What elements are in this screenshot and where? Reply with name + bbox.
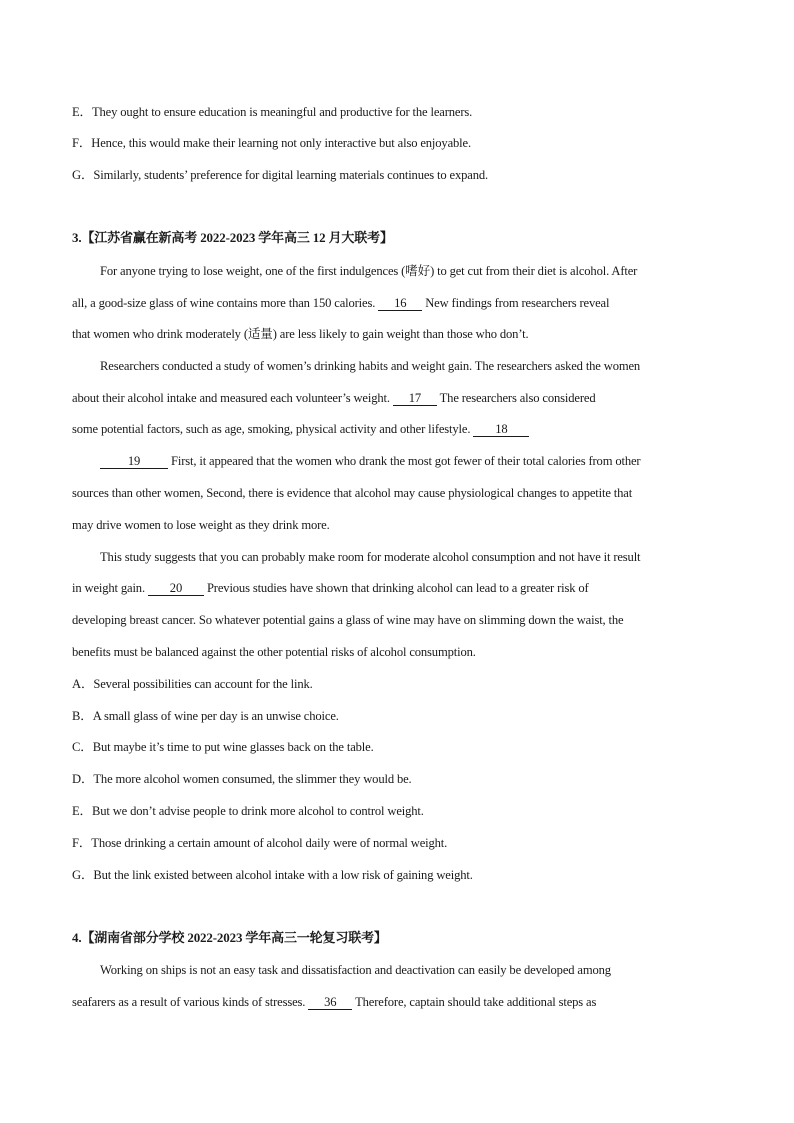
blank-17[interactable]: 17 — [393, 392, 437, 406]
s3-paragraph2-line3 — [72, 421, 732, 437]
blank-16[interactable]: 16 — [378, 297, 422, 311]
s3-text: some potential factors, such as age, smoking, physical activity and other lifestyle. — [72, 422, 471, 436]
option-f: F．Those drinking a certain amount of alcohol daily were of normal weight. — [72, 836, 448, 850]
s3-text: Previous studies have shown that drinking alcohol can lead to a greater risk of — [206, 581, 589, 595]
blank-19[interactable]: 19 — [100, 455, 168, 469]
s4-text: Therefore, captain should take additional steps as — [355, 995, 597, 1009]
blank-18[interactable]: 18 — [473, 423, 529, 437]
blank-36[interactable]: 36 — [308, 996, 352, 1010]
s3-text: First, it appeared that the women who drank the most got fewer of their total calories from other — [171, 454, 641, 468]
option-e-prev: E．They ought to ensure education is meaningful and productive for the learners. — [72, 105, 473, 119]
option-b: B．A small glass of wine per day is an unwise choice. — [72, 709, 339, 723]
option-g: G．But the link existed between alcohol intake with a low risk of gaining weight. — [72, 868, 473, 882]
option-f-prev: F．Hence, this would make their learning not only interactive but also enjoyable. — [72, 136, 471, 150]
s3-text: in weight gain. — [72, 581, 145, 595]
s3-paragraph4-line1: This study suggests that you can probably make room for moderate alcohol consumption and not have it result — [100, 550, 641, 564]
s3-text: New findings from researchers reveal — [425, 296, 610, 310]
section3-heading: 3.【江苏省赢在新高考 2022-2023 学年高三 12 月大联考】 — [72, 230, 393, 245]
option-a: A．Several possibilities can account for the link. — [72, 677, 313, 691]
s3-paragraph4-line4: benefits must be balanced against the other potential risks of alcohol consumption. — [72, 645, 476, 659]
s4-text: seafarers as a result of various kinds of stresses. — [72, 995, 306, 1009]
s3-paragraph1-line1: For anyone trying to lose weight, one of the first indulgences (嗜好) to get cut from their diet is alcohol. After — [100, 264, 638, 278]
s3-paragraph3-line2: sources than other women, Second, there is evidence that alcohol may cause physiological changes to appetite that — [72, 486, 633, 500]
s3-text: about their alcohol intake and measured each volunteer’s weight. — [72, 391, 390, 405]
s3-paragraph1-line3: that women who drink moderately (适量) are less likely to gain weight than those who don’t. — [72, 327, 529, 341]
s3-paragraph4-line3: developing breast cancer. So whatever potential gains a glass of wine may have on slimming down the waist, the — [72, 613, 624, 627]
option-d: D．The more alcohol women consumed, the slimmer they would be. — [72, 772, 412, 786]
s3-text: The researchers also considered — [439, 391, 596, 405]
option-g-prev: G．Similarly, students’ preference for digital learning materials continues to expand. — [72, 168, 489, 182]
s3-paragraph2-line1: Researchers conducted a study of women’s drinking habits and weight gain. The researchers asked the women — [100, 359, 641, 373]
blank-20[interactable]: 20 — [148, 582, 204, 596]
s4-paragraph1-line1: Working on ships is not an easy task and dissatisfaction and deactivation can easily be developed among — [100, 963, 611, 977]
section4-heading: 4.【湖南省部分学校 2022-2023 学年高三一轮复习联考】 — [72, 930, 387, 945]
s3-paragraph2-line2 — [72, 390, 732, 406]
s3-paragraph3-line3: may drive women to lose weight as they drink more. — [72, 518, 330, 532]
s4-paragraph1-line2 — [72, 994, 732, 1010]
s3-paragraph1-line2 — [72, 295, 732, 311]
option-c: C．But maybe it’s time to put wine glasses back on the table. — [72, 740, 374, 754]
s3-text: all, a good-size glass of wine contains more than 150 calories. — [72, 296, 376, 310]
option-e: E．But we don’t advise people to drink more alcohol to control weight. — [72, 804, 424, 818]
s3-paragraph3-line1 — [100, 453, 732, 469]
s3-paragraph4-line2 — [72, 580, 732, 596]
